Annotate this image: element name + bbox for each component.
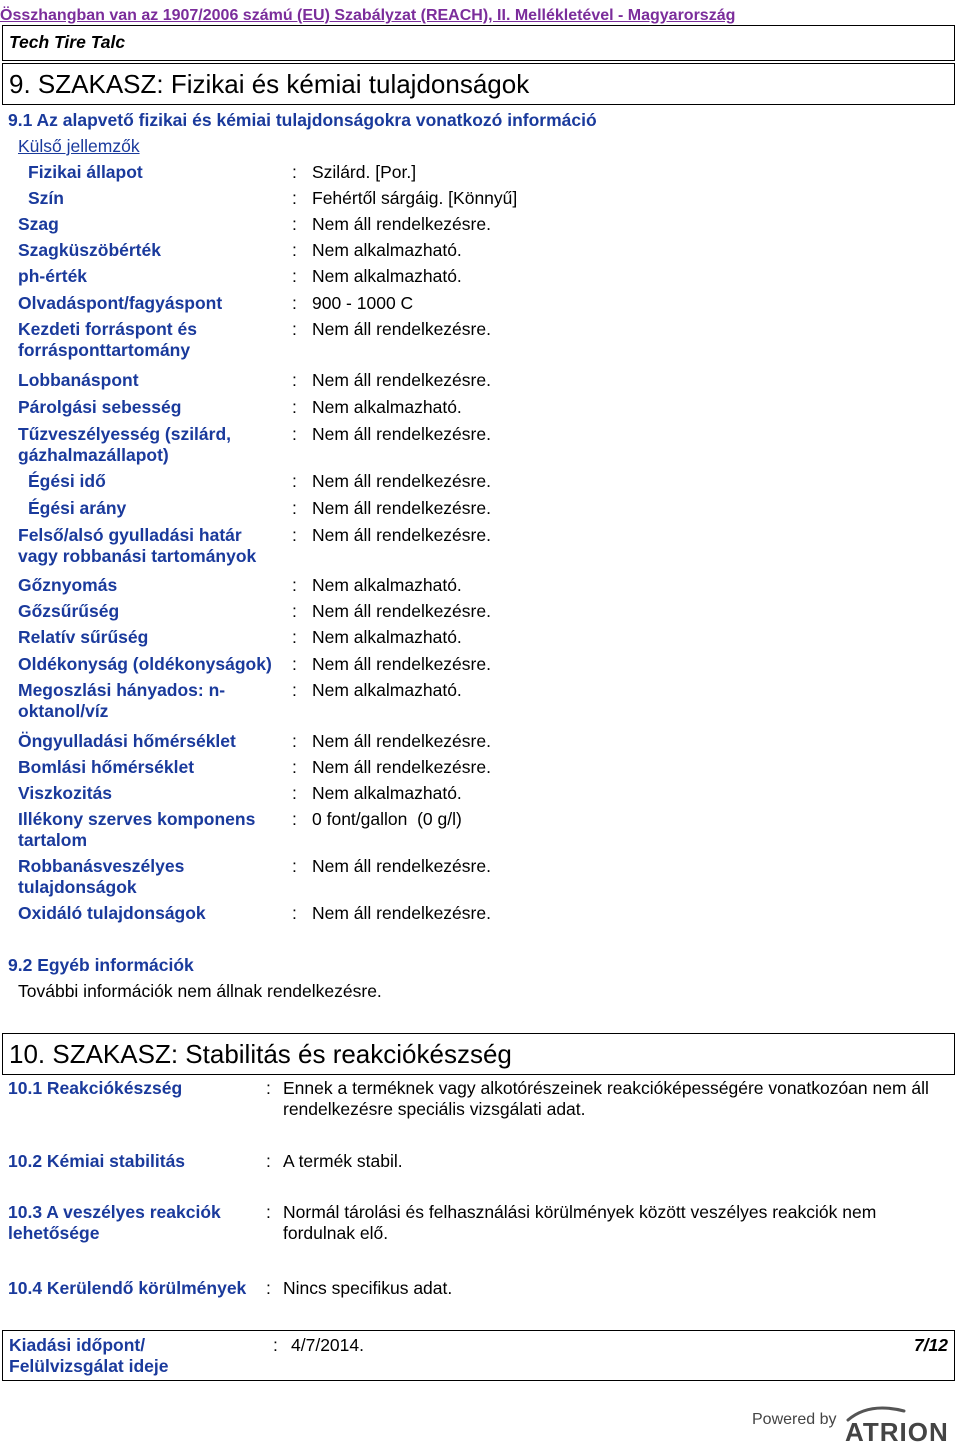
oxidizing-properties-label: Oxidáló tulajdonságok (18, 903, 206, 923)
boiling-point-value: Nem áll rendelkezésre. (312, 319, 491, 339)
row-boiling-point (0, 319, 960, 360)
separator-colon: : (273, 1335, 278, 1355)
separator-colon: : (292, 214, 297, 234)
row-burning-time (0, 471, 960, 492)
explosive-properties-label: Robbanásveszélyes tulajdonságok (18, 856, 185, 897)
atrion-logo: ATRION (845, 1417, 949, 1447)
voc-content-value: 0 font/gallon (0 g/l) (312, 809, 462, 829)
separator-colon: : (292, 240, 297, 260)
separator-colon: : (292, 266, 297, 286)
explosive-properties-value: Nem áll rendelkezésre. (312, 856, 491, 876)
viscosity-value: Nem alkalmazható. (312, 783, 462, 803)
separator-colon: : (292, 627, 297, 647)
odor-threshold-value: Nem alkalmazható. (312, 240, 462, 260)
row-chemical-stability (0, 1151, 960, 1172)
separator-colon: : (292, 575, 297, 595)
partition-coefficient-value: Nem alkalmazható. (312, 680, 462, 700)
powered-by-text: Powered by (752, 1411, 837, 1428)
partition-coefficient-label: Megoszlási hányados: n-oktanol/víz (18, 680, 226, 721)
vapor-pressure-value: Nem alkalmazható. (312, 575, 462, 595)
flammability-label: Tűzveszélyesség (szilárd, gázhalmazállapot) (18, 424, 232, 465)
explosive-limits-value: Nem áll rendelkezésre. (312, 525, 491, 545)
solubility-value: Nem áll rendelkezésre. (312, 654, 491, 674)
conditions-to-avoid-value: Nincs specifikus adat. (283, 1278, 453, 1298)
footer-box (2, 1330, 955, 1381)
row-odor (0, 214, 960, 235)
row-hazardous-reactions (0, 1202, 960, 1243)
section-10-title: 10. SZAKASZ: Stabilitás és reakciókészség (9, 1039, 512, 1069)
relative-density-value: Nem alkalmazható. (312, 627, 462, 647)
reactivity-label: 10.1 Reakciókészség (8, 1078, 183, 1098)
separator-colon: : (292, 319, 297, 339)
burning-rate-value: Nem áll rendelkezésre. (312, 498, 491, 518)
row-ph (0, 266, 960, 287)
subsection-9-2-title: 9.2 Egyéb információk (8, 955, 194, 975)
reactivity-value: Ennek a terméknek vagy alkotórészeinek reakcióképességére vonatkozóan nem áll rendelkezésre speciális vizsgálati adat. (283, 1078, 929, 1119)
conditions-to-avoid-label: 10.4 Kerülendő körülmények (8, 1278, 247, 1298)
ph-label: ph-érték (18, 266, 88, 286)
row-flash-point (0, 370, 960, 391)
melting-point-value: 900 - 1000 C (312, 293, 414, 313)
physical-state-label: Fizikai állapot (28, 162, 143, 182)
vapor-pressure-label: Gőznyomás (18, 575, 118, 595)
flash-point-label: Lobbanáspont (18, 370, 139, 390)
evaporation-rate-label: Párolgási sebesség (18, 397, 182, 417)
separator-colon: : (292, 809, 297, 829)
viscosity-label: Viszkozitás (18, 783, 113, 803)
issue-date-label: Kiadási időpont/ Felülvizsgálat ideje (9, 1335, 169, 1376)
row-burning-rate (0, 498, 960, 519)
separator-colon: : (292, 397, 297, 417)
chemical-stability-label: 10.2 Kémiai stabilitás (8, 1151, 186, 1171)
flash-point-value: Nem áll rendelkezésre. (312, 370, 491, 390)
separator-colon: : (266, 1278, 271, 1298)
row-decomposition-temperature (0, 757, 960, 778)
separator-colon: : (292, 601, 297, 621)
hazardous-reactions-label: 10.3 A veszélyes reakciók lehetősége (8, 1202, 221, 1243)
row-physical-state (0, 162, 960, 183)
row-vapor-pressure (0, 575, 960, 596)
row-odor-threshold (0, 240, 960, 261)
vapor-density-value: Nem áll rendelkezésre. (312, 601, 491, 621)
separator-colon: : (292, 903, 297, 923)
appearance-heading: Külső jellemzők (18, 136, 140, 156)
row-reactivity (0, 1078, 960, 1119)
row-solubility (0, 654, 960, 675)
odor-threshold-label: Szagküszöbérték (18, 240, 161, 260)
evaporation-rate-value: Nem alkalmazható. (312, 397, 462, 417)
burning-rate-label: Égési arány (28, 498, 127, 518)
separator-colon: : (292, 498, 297, 518)
separator-colon: : (266, 1078, 271, 1098)
separator-colon: : (292, 783, 297, 803)
separator-colon: : (292, 757, 297, 777)
ph-value: Nem alkalmazható. (312, 266, 462, 286)
separator-colon: : (266, 1151, 271, 1171)
row-melting-point (0, 293, 960, 314)
row-vapor-density (0, 601, 960, 622)
row-relative-density (0, 627, 960, 648)
row-partition-coefficient (0, 680, 960, 721)
hazardous-reactions-value: Normál tárolási és felhasználási körülmények között veszélyes reakciók nem fordulnak elő. (283, 1202, 877, 1243)
flammability-value: Nem áll rendelkezésre. (312, 424, 491, 444)
separator-colon: : (266, 1202, 271, 1222)
separator-colon: : (292, 856, 297, 876)
chemical-stability-value: A termék stabil. (283, 1151, 403, 1171)
decomposition-temperature-label: Bomlási hőmérséklet (18, 757, 195, 777)
row-conditions-to-avoid (0, 1278, 960, 1299)
row-voc-content (0, 809, 960, 850)
separator-colon: : (292, 370, 297, 390)
product-name-box (2, 25, 955, 61)
row-evaporation-rate (0, 397, 960, 418)
row-color (0, 188, 960, 209)
subsection-9-1-title: 9.1 Az alapvető fizikai és kémiai tulajdonságokra vonatkozó információ (8, 110, 597, 130)
odor-value: Nem áll rendelkezésre. (312, 214, 491, 234)
separator-colon: : (292, 680, 297, 700)
separator-colon: : (292, 188, 297, 208)
row-viscosity (0, 783, 960, 804)
melting-point-label: Olvadáspont/fagyáspont (18, 293, 223, 313)
separator-colon: : (292, 654, 297, 674)
regulation-header: Összhangban van az 1907/2006 számú (EU) Szabályzat (REACH), II. Mellékletével - Magyarország (0, 7, 736, 24)
decomposition-temperature-value: Nem áll rendelkezésre. (312, 757, 491, 777)
separator-colon: : (292, 525, 297, 545)
burning-time-label: Égési idő (28, 471, 106, 491)
vapor-density-label: Gőzsűrűség (18, 601, 120, 621)
section-9-title: 9. SZAKASZ: Fizikai és kémiai tulajdonságok (9, 69, 530, 99)
row-explosive-limits (0, 525, 960, 566)
boiling-point-label: Kezdeti forráspont és forrásponttartomány (18, 319, 197, 360)
auto-ignition-temperature-label: Öngyulladási hőmérséklet (18, 731, 236, 751)
separator-colon: : (292, 424, 297, 444)
separator-colon: : (292, 471, 297, 491)
relative-density-label: Relatív sűrűség (18, 627, 149, 647)
section-9-header-box (2, 63, 955, 105)
burning-time-value: Nem áll rendelkezésre. (312, 471, 491, 491)
section-10-header-box (2, 1033, 955, 1075)
row-explosive-properties (0, 856, 960, 897)
voc-content-label: Illékony szerves komponens tartalom (18, 809, 256, 850)
separator-colon: : (292, 293, 297, 313)
auto-ignition-temperature-value: Nem áll rendelkezésre. (312, 731, 491, 751)
row-auto-ignition-temperature (0, 731, 960, 752)
color-label: Szín (28, 188, 64, 208)
explosive-limits-label: Felső/alsó gyulladási határ vagy robbanási tartományok (18, 525, 257, 566)
product-name: Tech Tire Talc (9, 32, 126, 52)
solubility-label: Oldékonyság (oldékonyságok) (18, 654, 272, 674)
separator-colon: : (292, 162, 297, 182)
other-info-text: További információk nem állnak rendelkezésre. (18, 981, 382, 1001)
separator-colon: : (292, 731, 297, 751)
oxidizing-properties-value: Nem áll rendelkezésre. (312, 903, 491, 923)
odor-label: Szag (18, 214, 59, 234)
page-number: 7/12 (913, 1335, 948, 1355)
color-value: Fehértől sárgáig. [Könnyű] (312, 188, 518, 208)
physical-state-value: Szilárd. [Por.] (312, 162, 417, 182)
row-flammability (0, 424, 960, 465)
issue-date-value: 4/7/2014. (291, 1335, 364, 1355)
row-oxidizing-properties (0, 903, 960, 924)
